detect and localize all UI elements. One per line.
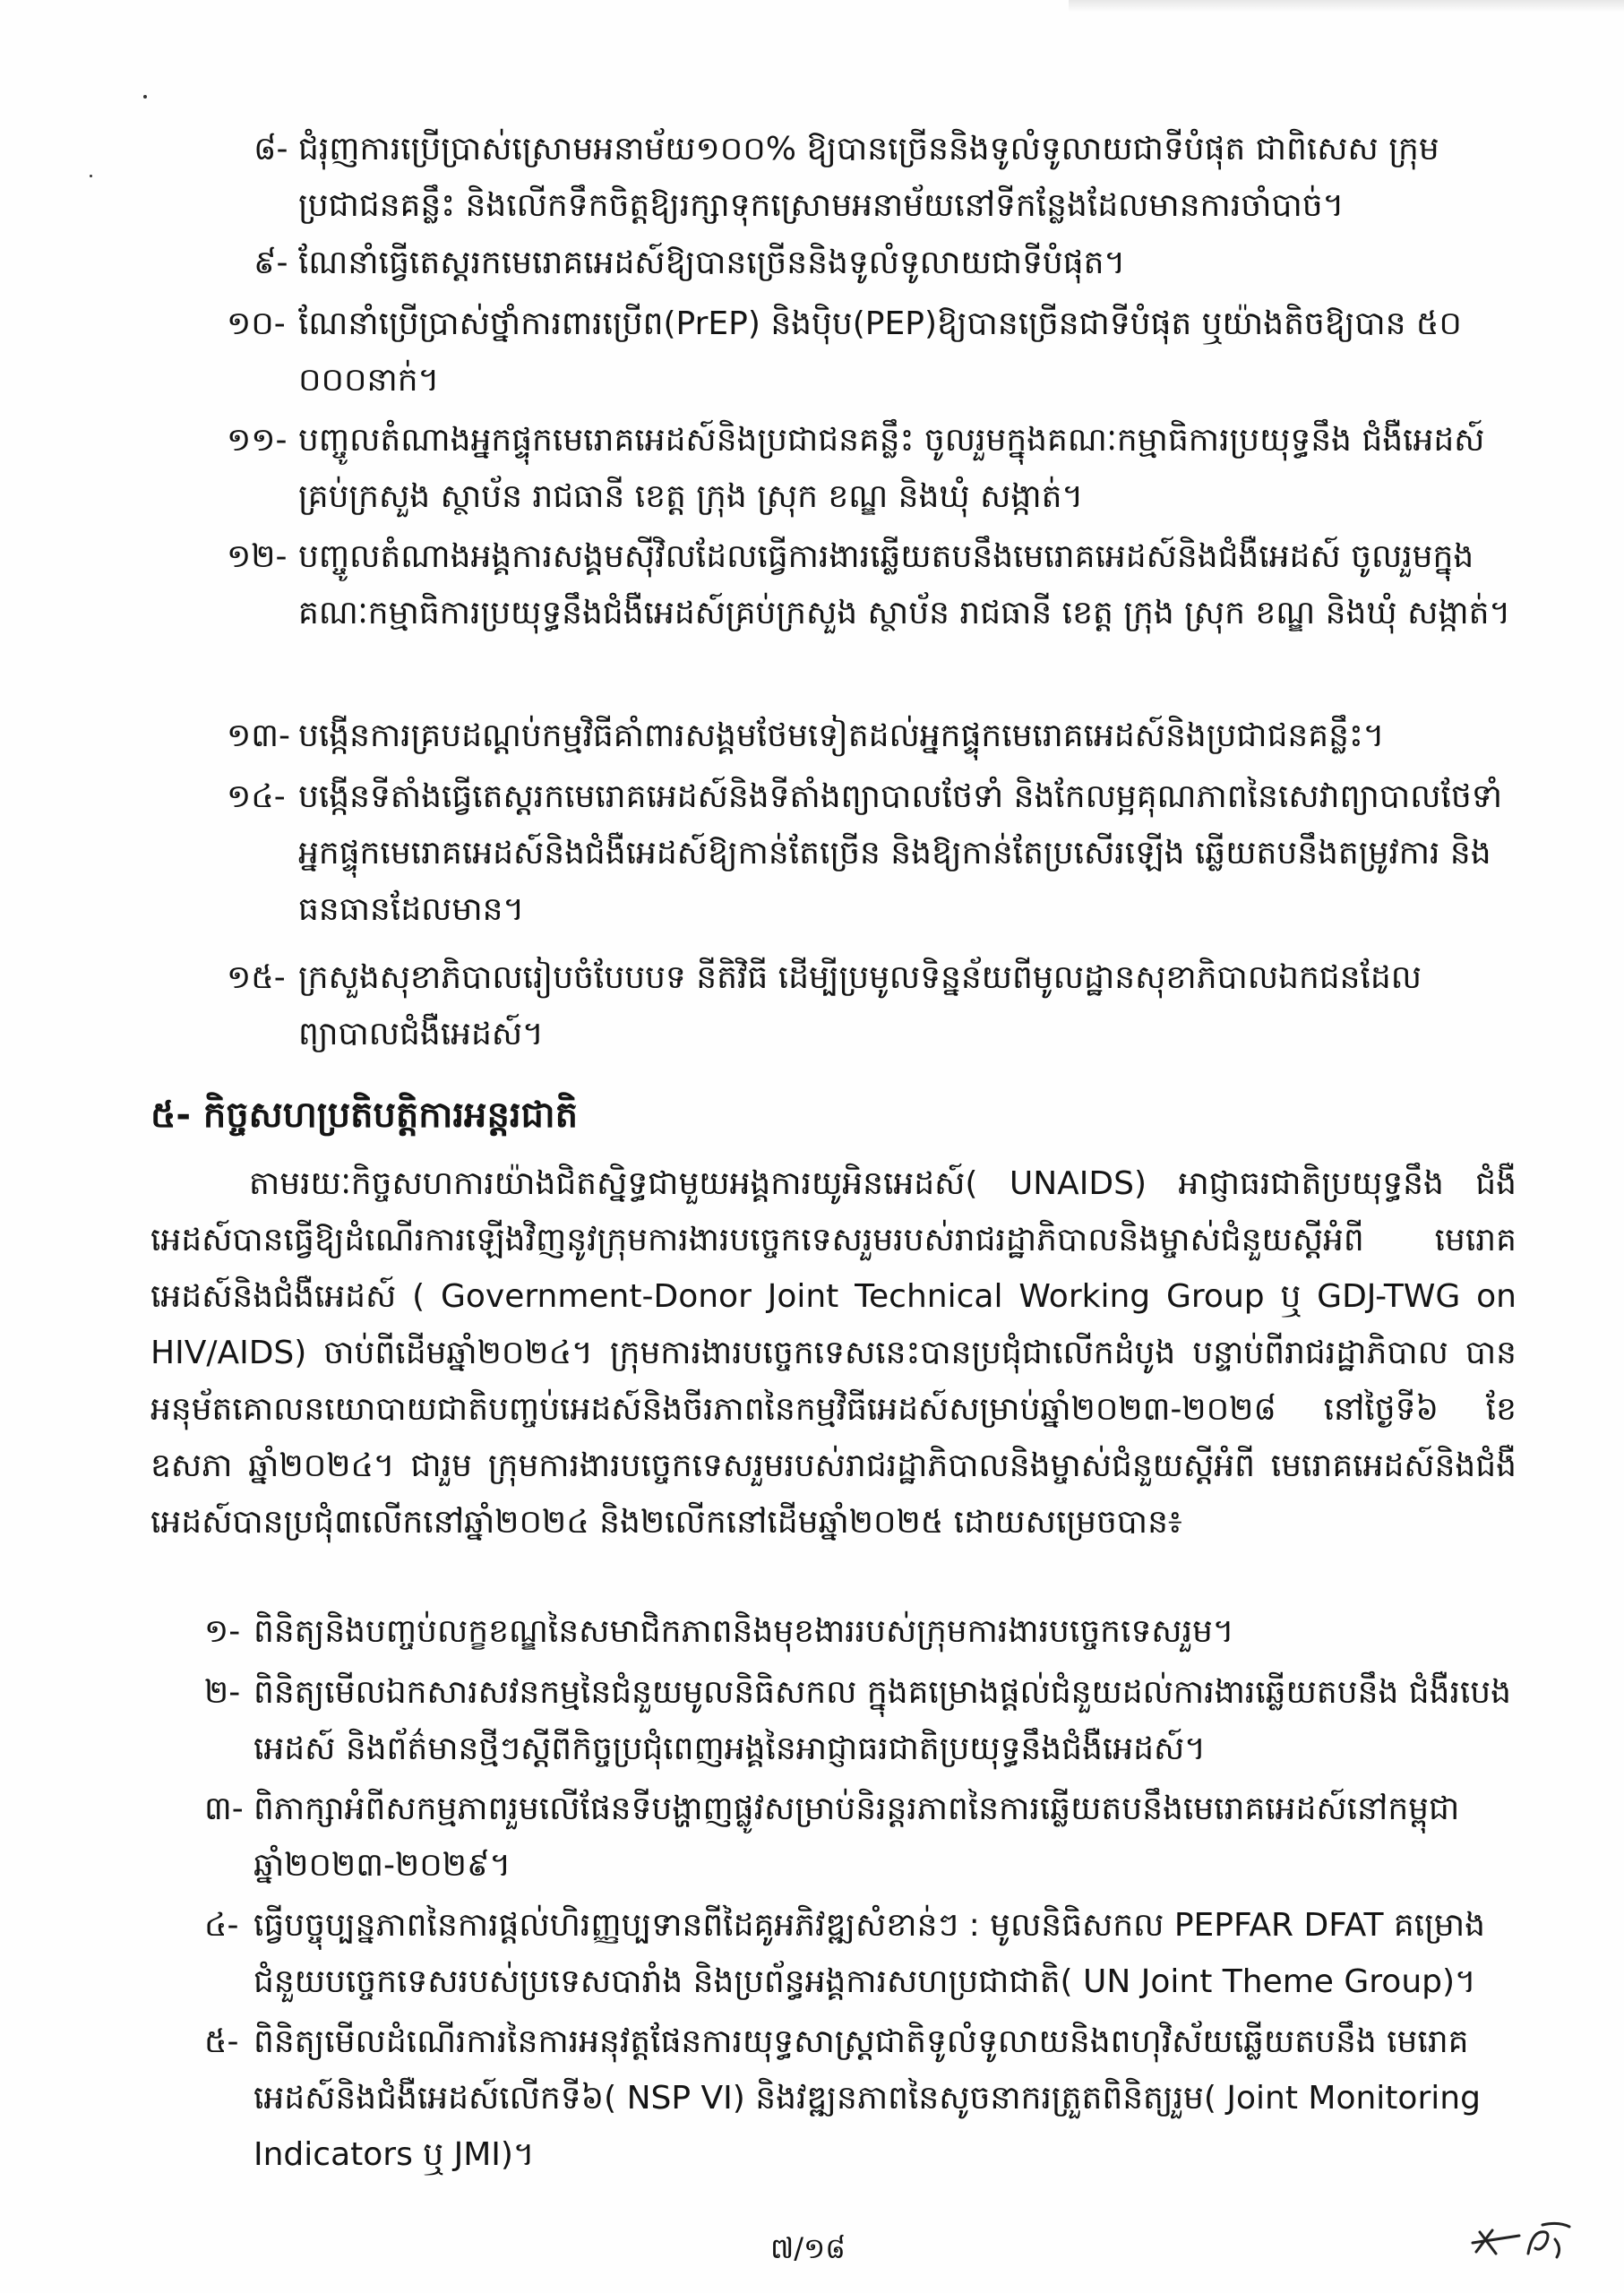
list-item-text: បង្កើនការគ្របដណ្តប់កម្មវិធីគាំពារសង្គមថែមទៀតដល់អ្នកផ្ទុកមេរោគអេដស៍និងប្រជាជនគន្លឹះ។: [298, 717, 1385, 754]
list-item: [227, 296, 1517, 408]
list-item-number: ១០-: [227, 305, 286, 342]
list-item-text: ពិនិត្យមើលដំណើរការនៃការអនុវត្តផែនការយុទ្ធសាស្ត្រជាតិទូលំទូលាយនិងពហុវិស័យឆ្លើយតបនឹង មេរោគអេដស៍និងជំងឺអេដស៍លើកទី៦( NSP VI) និងវឌ្ឍនភាពនៃសូចនាករត្រួតពិនិត្យរួម( Joint Monitoring Indicators ឬ JMI)។: [253, 2023, 1481, 2173]
page-number: ៧/១៨: [770, 2231, 846, 2265]
list-item-number: ១-: [204, 1613, 241, 1650]
list-item-number: ៣-: [204, 1791, 244, 1827]
list-item: [227, 528, 1517, 641]
list-item-number: ៥-: [204, 2023, 239, 2060]
list-item-text: បញ្ចូលតំណាងអ្នកផ្ទុកមេរោគអេដស៍និងប្រជាជនគន្លឹះ ចូលរួមក្នុងគណៈកម្មាធិការប្រយុទ្ធនឹង ជំងឺអេដស៍គ្រប់ក្រសួង ស្ថាប័ន រាជធានី ខេត្ត ក្រុង ស្រុក ខណ្ឌ និងឃុំ សង្កាត់។: [298, 422, 1485, 515]
list-item-number: ១៤-: [227, 778, 286, 815]
list-item: [253, 121, 1517, 234]
list-item-number: ៩-: [253, 245, 288, 281]
list-item: [227, 412, 1517, 525]
list-item: [227, 708, 1517, 764]
section-heading: ៥- កិច្ចសហប្រតិបត្តិការអន្តរជាតិ: [150, 1095, 579, 1136]
list-item-text: ក្រសួងសុខាភិបាលរៀបចំបែបបទ នីតិវិធី ដើម្បីប្រមូលទិន្នន័យពីមូលដ្ឋានសុខាភិបាលឯកជនដែល ព្យាបាលជំងឺអេដស៍។: [298, 959, 1422, 1052]
list-item-text: ពិភាក្សាអំពីសកម្មភាពរួមលើផែនទីបង្ហាញផ្លូវសម្រាប់និរន្តរភាពនៃការឆ្លើយតបនឹងមេរោគអេដស៍នៅកម្ពុជា ឆ្នាំ២០២៣-២០២៩។: [253, 1791, 1460, 1884]
list-item-text: បញ្ចូលតំណាងអង្គការសង្គមស៊ីវិលដែលធ្វើការងារឆ្លើយតបនឹងមេរោគអេដស៍និងជំងឺអេដស៍ ចូលរួមក្នុងគណៈកម្មាធិការប្រយុទ្ធនឹងជំងឺអេដស៍គ្រប់ក្រសួង ស្ថាប័ន រាជធានី ខេត្ត ក្រុង ស្រុក ខណ្ឌ និងឃុំ សង្កាត់។: [298, 538, 1511, 631]
list-item-text: ណែនាំប្រើប្រាស់ថ្នាំការពារប្រើព(PrEP) និងប៉ិប(PEP)ឱ្យបានច្រើនជាទីបំផុត ឬយ៉ាងតិចឱ្យបាន ៥០ ០០០នាក់។: [298, 305, 1462, 399]
handwritten-initials: [1469, 2212, 1577, 2266]
list-item-text: ធ្វើបច្ចុប្បន្នភាពនៃការផ្តល់ហិរញ្ញប្បទានពីដៃគូអភិវឌ្ឍសំខាន់ៗ : មូលនិធិសកល PEPFAR DFAT គម្រោងជំនួយបច្ចេកទេសរបស់ប្រទេសបារាំង និងប្រព័ន្ធអង្គការសហប្រជាជាតិ( UN Joint Theme Group)។: [253, 1907, 1486, 2000]
list-item: [204, 1897, 1517, 2010]
list-item-text: ពិនិត្យនិងបញ្ចប់លក្ខខណ្ឌនៃសមាជិកភាពនិងមុខងាររបស់ក្រុមការងារបច្ចេកទេសរួម។: [253, 1613, 1234, 1650]
list-item-text: ពិនិត្យមើលឯកសារសវនកម្មនៃជំនួយមូលនិធិសកល ក្នុងគម្រោងផ្តល់ជំនួយដល់ការងារឆ្លើយតបនឹង ជំងឺរបេង អេដស៍ និងព័ត៌មានថ្មីៗស្តីពីកិច្ចប្រជុំពេញអង្គនៃអាជ្ញាធរជាតិប្រយុទ្ធនឹងជំងឺអេដស៍។: [253, 1674, 1511, 1767]
list-item: [227, 949, 1517, 1062]
list-item-number: ៨-: [253, 131, 288, 167]
list-item-number: ២-: [204, 1674, 241, 1711]
list-item-text: បង្កើនទីតាំងធ្វើតេស្តរកមេរោគអេដស៍និងទីតាំងព្យាបាលថែទាំ និងកែលម្អគុណភាពនៃសេវាព្យាបាលថែទាំអ្នកផ្ទុកមេរោគអេដស៍និងជំងឺអេដស៍ឱ្យកាន់តែច្រើន និងឱ្យកាន់តែប្រសើរឡើង ឆ្លើយតបនឹងតម្រូវការ និងធនធានដែលមាន។: [298, 778, 1503, 928]
list-item: [204, 2014, 1517, 2183]
scan-speck: [90, 175, 92, 177]
scan-speck: [143, 95, 147, 99]
list-item: [253, 235, 1517, 291]
list-item-text: ជំរុញការប្រើប្រាស់ស្រោមអនាម័យ១០០% ឱ្យបានច្រើននិងទូលំទូលាយជាទីបំផុត ជាពិសេស ក្រុមប្រជាជនគន្លឹះ និងលើកទឹកចិត្តឱ្យរក្សាទុកស្រោមអនាម័យនៅទីកន្លែងដែលមានការចាំបាច់។: [298, 131, 1439, 224]
list-item: [204, 1664, 1517, 1777]
intro-paragraph: តាមរយៈកិច្ចសហការយ៉ាងជិតស្និទ្ធជាមួយអង្គការយូអិនអេដស៍( UNAIDS) អាជ្ញាធរជាតិប្រយុទ្ធនឹង ជំងឺអេដស៍បានធ្វើឱ្យដំណើរការឡើងវិញនូវក្រុមការងារបច្ចេកទេសរួមរបស់រាជរដ្ឋាភិបាលនិងម្ចាស់ជំនួយស្តីអំពី មេរោគអេដស៍និងជំងឺអេដស៍ ( Government-Donor Joint Technical Working Group ឬ GDJ-TWG on HIV/AIDS) ចាប់ពីដើមឆ្នាំ២០២៤។ ក្រុមការងារបច្ចេកទេសនេះបានប្រជុំជាលើកដំបូង បន្ទាប់ពីរាជរដ្ឋាភិបាល បានអនុម័តគោលនយោបាយជាតិបញ្ចប់អេដស៍និងចីរភាពនៃកម្មវិធីអេដស៍សម្រាប់ឆ្នាំ២០២៣-២០២៨ នៅថ្ងៃទី៦ ខែឧសភា ឆ្នាំ២០២៤។ ជារួម ក្រុមការងារបច្ចេកទេសរួមរបស់រាជរដ្ឋាភិបាលនិងម្ចាស់ជំនួយស្តីអំពី មេរោគអេដស៍និងជំងឺអេដស៍បានប្រជុំ៣លើកនៅឆ្នាំ២០២៤ និង២លើកនៅដើមឆ្នាំ២០២៥ ដោយសម្រេចបាន៖: [150, 1165, 1517, 1541]
list-item-number: ១៣-: [227, 717, 290, 754]
list-item-number: ១៥-: [227, 959, 286, 996]
list-item-number: ១២-: [227, 538, 288, 575]
list-item-text: ណែនាំធ្វើតេស្តរកមេរោគអេដស៍ឱ្យបានច្រើននិងទូលំទូលាយជាទីបំផុត។: [298, 245, 1126, 281]
list-item: [227, 769, 1517, 938]
list-item: [204, 1603, 1517, 1660]
scan-edge-shadow: [1069, 0, 1624, 13]
list-item-number: ១១-: [227, 422, 288, 459]
list-item-number: ៤-: [204, 1907, 239, 1944]
list-item: [204, 1781, 1517, 1894]
